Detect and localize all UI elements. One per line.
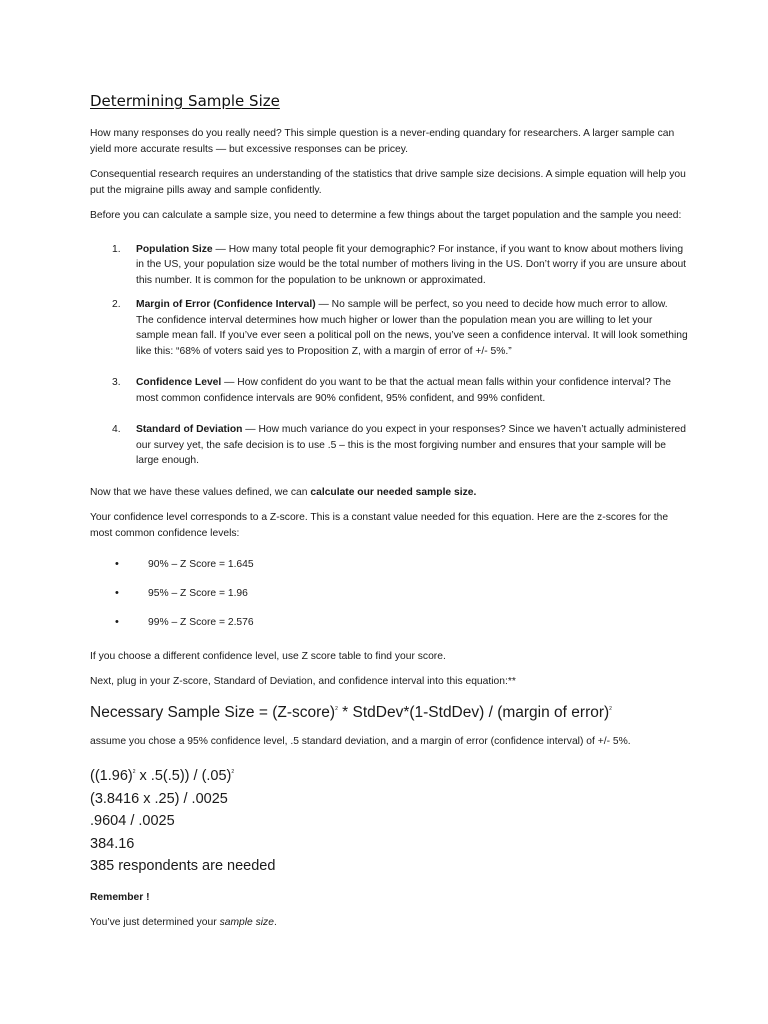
zscore-text: 90% – Z Score = 1.645	[148, 559, 254, 570]
assumption-paragraph: assume you chose a 95% confidence level, .5 standard deviation, and a margin of error (confidence interval) of +/- 5%.	[90, 735, 631, 747]
calc-line-3: .9604 / .0025	[90, 813, 175, 829]
description-population-size: — How many total people fit your demographic? For instance, if you want to know about mothers living in the US, your population size would be the total number of mothers living in the US. Don’t worry if you are unsure about this number. It is common for the population to be unknown or approximated.	[136, 243, 687, 286]
calc-intro-paragraph	[90, 485, 688, 501]
remember-heading: Remember !	[90, 891, 150, 903]
list-item-standard-deviation	[90, 422, 688, 469]
list-number: 4.	[112, 424, 121, 435]
list-item-confidence-level	[90, 375, 688, 406]
term-confidence-level: Confidence Level	[136, 377, 222, 388]
calc-line-1	[90, 761, 688, 788]
zscore-text: 95% – Z Score = 1.96	[148, 587, 248, 599]
plug-in-paragraph: Next, plug in your Z-score, Standard of Deviation, and confidence interval into this equation:**	[90, 676, 516, 687]
calc-intro-bold: calculate our needed sample size.	[310, 486, 477, 498]
calc-line-1-exponent-1: 2	[132, 769, 136, 775]
requirements-list	[90, 242, 688, 469]
bullet-icon: •	[115, 558, 119, 570]
zscore-item-99	[90, 615, 688, 631]
calc-line-1-exponent-2: 2	[231, 769, 235, 775]
term-standard-deviation: Standard of Deviation	[136, 424, 243, 435]
calc-line-5: 385 respondents are needed	[90, 858, 276, 874]
formula-exponent-1: 2	[335, 705, 338, 712]
zscore-item-90	[90, 557, 688, 573]
zscore-list	[90, 557, 688, 631]
intro-paragraph-1: How many responses do you really need? This simple question is a never-ending quandary for researchers. A larger sample can yield more accurate results — but excessive responses can be pricey.	[90, 128, 675, 155]
intro-paragraph-2: Consequential research requires an understanding of the statistics that drive sample size decisions. A simple equation will help you put the migraine pills away and sample confidently.	[90, 169, 686, 196]
description-confidence-level: — How confident do you want to be that the actual mean falls within your confidence interval? The most common confidence intervals are 90% confident, 95% confident, and 99% confident.	[136, 377, 671, 404]
list-item-population-size	[90, 242, 688, 289]
bullet-icon: •	[115, 616, 119, 628]
bullet-icon: •	[115, 586, 119, 599]
description-standard-deviation: — How much variance do you expect in your responses? Since we haven’t actually administered our survey yet, the safe decision is to use .5 – this is the most forgiving number and ensures that your sample will be large enough.	[136, 424, 686, 466]
calc-line-1-part-a: ((1.96)	[90, 768, 133, 784]
list-number: 2.	[112, 299, 121, 310]
closing-emphasis: sample size	[219, 917, 274, 928]
intro-paragraph-3: Before you can calculate a sample size, you need to determine a few things about the target population and the sample you need:	[90, 210, 682, 221]
calc-line-2: (3.8416 x .25) / .0025	[90, 790, 228, 807]
zscore-item-95	[90, 586, 688, 602]
calc-line-1-part-b: x .5(.5)) / (.05)	[135, 768, 232, 784]
calc-intro-lead: Now that we have these values defined, we can	[90, 486, 311, 498]
zscore-intro-paragraph: Your confidence level corresponds to a Z-score. This is a constant value needed for this equation. Here are the z-scores for the most common confidence levels:	[90, 512, 669, 539]
closing-lead: You’ve just determined your	[90, 917, 220, 928]
formula-part-2: * StdDev*(1-StdDev) / (margin of error)	[337, 703, 610, 721]
list-item-margin-of-error	[90, 297, 688, 359]
description-margin-of-error: — No sample will be perfect, so you need to decide how much error to allow. The confidence interval determines how much higher or lower than the population mean you are willing to let your sample mean fall. If you’ve ever seen a political poll on the news, you’ve seen a confidence interval. It will look something like this: “68% of voters said yes to Proposition Z, with a margin of error of +/- 5%.”	[136, 299, 688, 357]
formula-exponent-2: 2	[609, 705, 612, 712]
term-population-size: Population Size	[136, 243, 213, 255]
different-level-paragraph: If you choose a different confidence level, use Z score table to find your score.	[90, 650, 446, 662]
formula-part-1: Necessary Sample Size = (Z-score)	[90, 703, 336, 721]
closing-paragraph	[90, 915, 688, 931]
zscore-text: 99% – Z Score = 2.576	[148, 617, 254, 628]
closing-tail: .	[273, 917, 277, 928]
document-page	[90, 92, 688, 941]
calc-line-4: 384.16	[90, 835, 135, 852]
page-title: Determining Sample Size	[90, 92, 280, 110]
term-margin-of-error: Margin of Error (Confidence Interval)	[136, 299, 316, 310]
worked-calculation	[90, 761, 688, 878]
list-number: 1.	[112, 243, 121, 255]
sample-size-formula	[90, 700, 688, 722]
list-number: 3.	[112, 377, 121, 388]
